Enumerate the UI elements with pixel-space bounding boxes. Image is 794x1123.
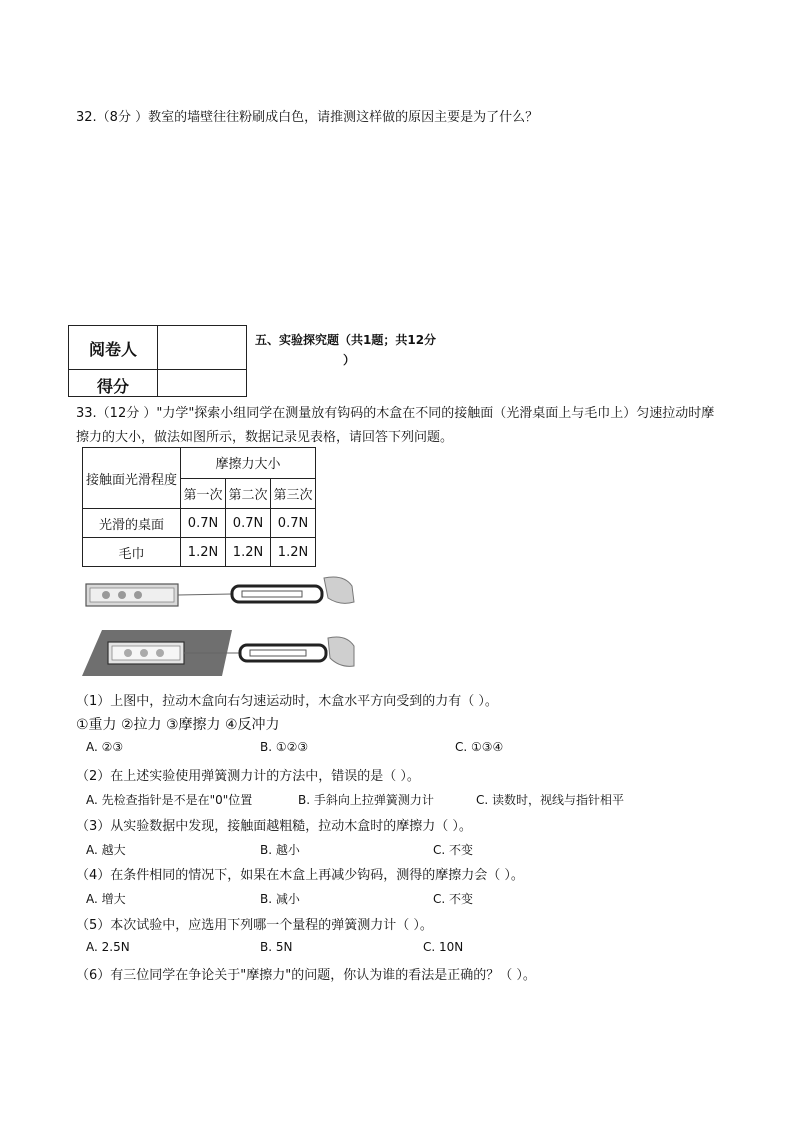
- sub-question-1-choices: ①重力 ②拉力 ③摩擦力 ④反冲力: [76, 717, 280, 733]
- table-header-trial: 第一次: [181, 478, 226, 509]
- option-c[interactable]: C. 不变: [433, 892, 474, 906]
- sub-question-2: （2）在上述实验使用弹簧测力计的方法中，错误的是（ ）。: [76, 769, 420, 784]
- table-header-trial: 第二次: [226, 478, 271, 509]
- table-cell-value: 0.7N: [271, 509, 316, 538]
- box-on-table-illustration: [86, 577, 354, 606]
- sub-question-4: （4）在条件相同的情况下，如果在木盒上再减少钩码，测得的摩擦力会（ ）。: [76, 868, 524, 883]
- option-c[interactable]: C. 读数时，视线与指针相平: [476, 793, 625, 807]
- option-a[interactable]: A. 先检查指针是不是在"0"位置: [86, 793, 253, 807]
- option-a[interactable]: A. 越大: [86, 843, 126, 857]
- grader-score-box: [68, 325, 247, 397]
- sub-question-6: （6）有三位同学在争论关于"摩擦力"的问题，你认为谁的看法是正确的？（ ）。: [76, 968, 536, 983]
- question-32: 32.（8分 ）教室的墙壁往往粉刷成白色，请推测这样做的原因主要是为了什么？: [76, 110, 539, 125]
- reviewer-label: 阅卷人: [88, 340, 137, 359]
- experiment-photo: [82, 572, 356, 678]
- table-cell-value: 1.2N: [181, 538, 226, 567]
- option-b[interactable]: B. ①②③: [260, 740, 309, 754]
- table-header-surface: 接触面光滑程度: [83, 448, 181, 509]
- table-cell-value: 0.7N: [226, 509, 271, 538]
- grader-divider: [157, 326, 158, 396]
- option-b[interactable]: B. 5N: [260, 940, 293, 954]
- section-title-tail: ）: [343, 353, 356, 367]
- table-header-friction: 摩擦力大小: [181, 448, 316, 479]
- option-a[interactable]: A. 增大: [86, 892, 126, 906]
- sub-question-1: （1）上图中，拉动木盒向右匀速运动时，木盒水平方向受到的力有（ ）。: [76, 694, 498, 709]
- table-cell-value: 1.2N: [226, 538, 271, 567]
- question-33-stem: 33.（12分 ）"力学"探索小组同学在测量放有钩码的木盒在不同的接触面（光滑桌面上与毛巾上）匀速拉动时摩擦力的大小，做法如图所示，数据记录见表格，请回答下列问题。: [76, 406, 715, 445]
- table-header-trial: 第三次: [271, 478, 316, 509]
- sub-question-3: （3）从实验数据中发现，接触面越粗糙，拉动木盒时的摩擦力（ ）。: [76, 819, 472, 834]
- score-label: 得分: [96, 377, 129, 396]
- table-cell-value: 1.2N: [271, 538, 316, 567]
- section-title: 五、实验探究题（共1题；共12分: [255, 333, 437, 347]
- option-b[interactable]: B. 手斜向上拉弹簧测力计: [298, 793, 434, 807]
- option-b[interactable]: B. 减小: [260, 892, 300, 906]
- sub-question-5: （5）本次试验中，应选用下列哪一个量程的弹簧测力计（ ）。: [76, 918, 433, 933]
- table-cell-value: 0.7N: [181, 509, 226, 538]
- option-c[interactable]: C. 10N: [423, 940, 464, 954]
- option-a[interactable]: A. ②③: [86, 740, 124, 754]
- section-heading: [255, 330, 455, 370]
- table-cell-surface: 毛巾: [83, 538, 181, 567]
- option-c[interactable]: C. 不变: [433, 843, 474, 857]
- option-a[interactable]: A. 2.5N: [86, 940, 130, 954]
- table-row: [83, 509, 316, 538]
- option-b[interactable]: B. 越小: [260, 843, 300, 857]
- friction-data-table: [82, 447, 316, 567]
- table-row: [83, 538, 316, 567]
- option-c[interactable]: C. ①③④: [455, 740, 504, 754]
- box-on-towel-illustration: [82, 630, 354, 676]
- table-cell-surface: 光滑的桌面: [83, 509, 181, 538]
